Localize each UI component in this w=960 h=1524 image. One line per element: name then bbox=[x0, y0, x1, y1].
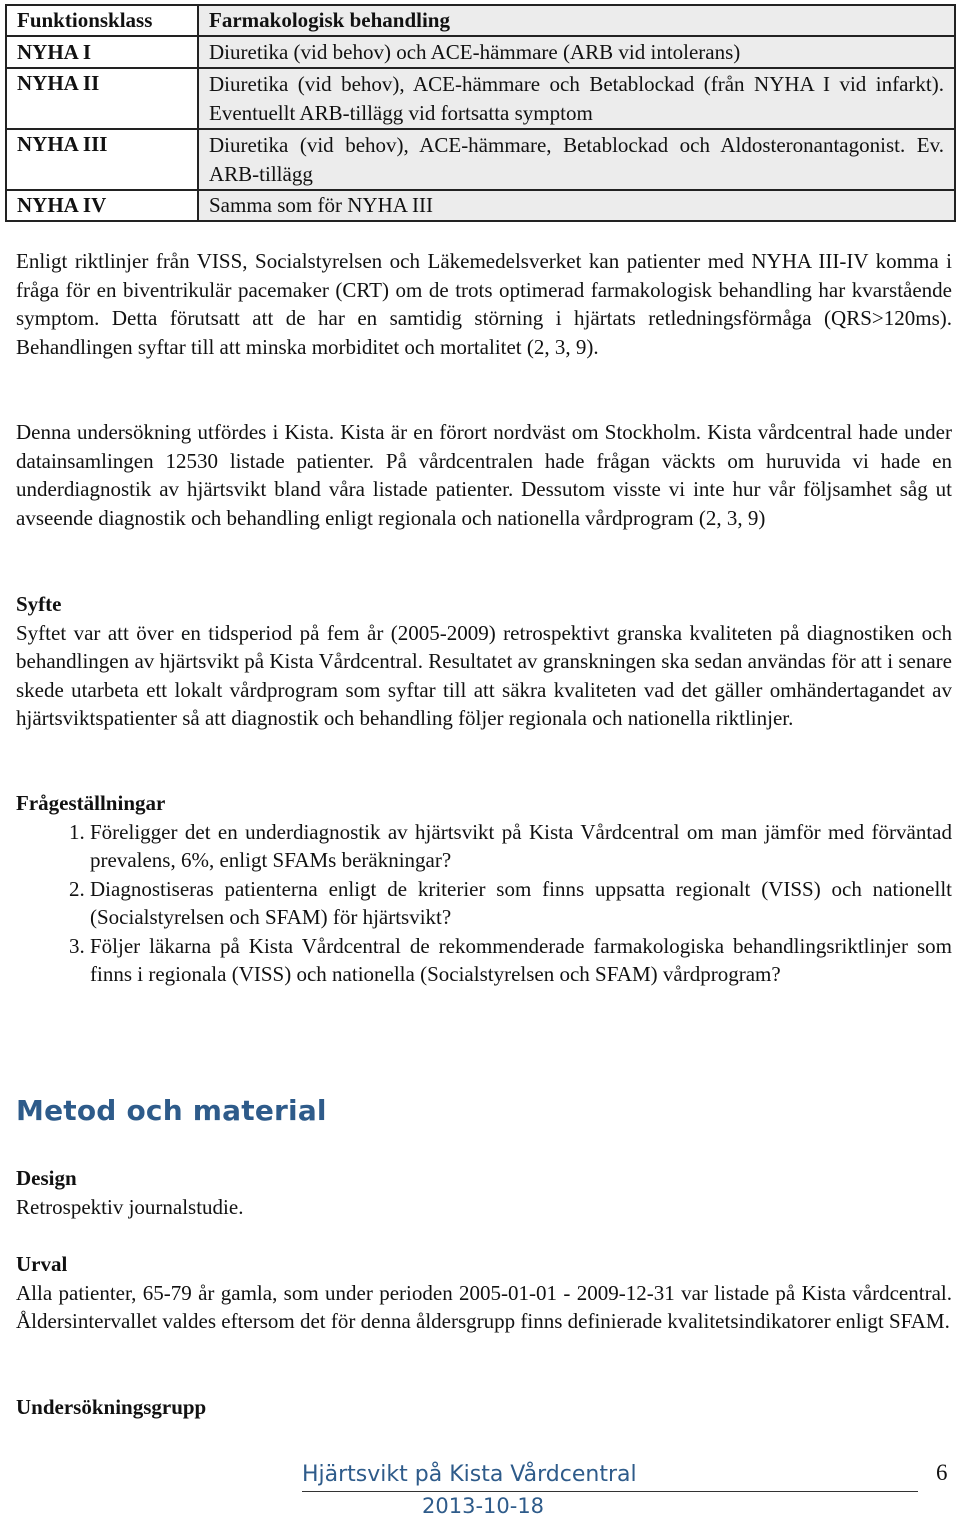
footer-divider bbox=[302, 1491, 918, 1492]
urval-text: Alla patienter, 65-79 år gamla, som under perioden 2005-01-01 - 2009-12-31 var listade på Kista vårdcentral. Åldersintervallet valdes eftersom det för denna åldersgrupp finns definierade kvalitetsindikatorer enligt SFAM. bbox=[16, 1280, 952, 1333]
table-cell-treatment: Diuretika (vid behov), ACE-hämmare, Betablockad och Aldosteronantagonist. Ev. ARB-tillägg bbox=[198, 129, 955, 190]
table-row bbox=[6, 190, 955, 221]
table-cell-class: NYHA IV bbox=[6, 190, 198, 221]
table-header-row bbox=[6, 5, 955, 36]
list-item: 1. Föreligger det en underdiagnostik av hjärtsvikt på Kista Vårdcentral om man jämför med förväntad prevalens, 6%, enligt SFAMs beräkningar? bbox=[90, 818, 952, 875]
syfte-heading: Syfte bbox=[16, 592, 62, 616]
section-syfte bbox=[16, 590, 952, 733]
table-cell-treatment: Diuretika (vid behov) och ACE-hämmare (ARB vid intolerans) bbox=[198, 36, 955, 68]
list-item: 2. Diagnostiseras patienterna enligt de kriterier som finns uppsatta regionalt (VISS) och nationellt (Socialstyrelsen och SFAM) för hjärtsvikt? bbox=[90, 875, 952, 932]
list-item: 3. Följer läkarna på Kista Vårdcentral de rekommenderade farmakologiska behandlingsriktlinjer som finns i regionala (VISS) och nationella (Socialstyrelsen och SFAM) vårdprogram? bbox=[90, 932, 952, 989]
design-heading: Design bbox=[16, 1166, 77, 1190]
paragraph-kista bbox=[16, 418, 952, 532]
table-row bbox=[6, 129, 955, 190]
chapter-heading: Metod och material bbox=[16, 1094, 327, 1127]
undersokningsgrupp-heading: Undersökningsgrupp bbox=[16, 1395, 207, 1419]
table-cell-class: NYHA II bbox=[6, 68, 198, 129]
design-text: Retrospektiv journalstudie. bbox=[16, 1194, 244, 1219]
section-urval bbox=[16, 1250, 952, 1336]
paragraph-crt bbox=[16, 247, 952, 361]
table-row bbox=[6, 68, 955, 129]
header-cell-class: Funktionsklass bbox=[6, 5, 198, 36]
page-number: 6 bbox=[936, 1460, 948, 1485]
footer-title: Hjärtsvikt på Kista Vårdcentral bbox=[302, 1462, 637, 1487]
table-row bbox=[6, 36, 955, 68]
section-fragestallningar bbox=[16, 789, 952, 989]
table-cell-class: NYHA III bbox=[6, 129, 198, 190]
table-cell-treatment: Samma som för NYHA III bbox=[198, 190, 955, 221]
urval-heading: Urval bbox=[16, 1252, 68, 1276]
footer-date: 2013-10-18 bbox=[422, 1494, 545, 1518]
syfte-text: Syftet var att över en tidsperiod på fem år (2005-2009) retrospektivt granska kvaliteten på diagnostiken och behandlingen av hjärtsvikt på Kista Vårdcentral. Resultatet av granskningen ska sedan användas för att i senare skede utarbeta ett lokalt vårdprogram som syftar till att säkra kvaliteten vad det gäller omhändertagandet av hjärtsviktspatienter så att diagnostik och behandling följer regionala och nationella riktlinjer. bbox=[16, 620, 952, 730]
paragraph-text: Enligt riktlinjer från VISS, Socialstyrelsen och Läkemedelsverket kan patienter med NYHA III-IV komma i fråga för en biventrikulär pacemaker (CRT) om de trots optimerad farmakologisk behandling har kvarstående symptom. Detta förutsatt att de har en samtidig störning i hjärtats retledningsförmåga (QRS>120ms). Behandlingen syftar till att minska morbiditet och mortalitet (2, 3, 9). bbox=[16, 249, 952, 359]
table-cell-class: NYHA I bbox=[6, 36, 198, 68]
header-cell-treatment: Farmakologisk behandling bbox=[198, 5, 955, 36]
questions-heading: Frågeställningar bbox=[16, 791, 166, 815]
table-cell-treatment: Diuretika (vid behov), ACE-hämmare och Betablockad (från NYHA I vid infarkt). Eventuellt ARB-tillägg vid fortsatta symptom bbox=[198, 68, 955, 129]
paragraph-text: Denna undersökning utfördes i Kista. Kista är en förort nordväst om Stockholm. Kista vårdcentral hade under datainsamlingen 12530 listade patienter. På vårdcentralen hade frågan väckts om huruvida vi hade en underdiagnostik av hjärtsvikt bland våra listade patienter. Dessutom visste vi inte hur vår följsamhet såg ut avseende diagnostik och behandling enligt regionala och nationella vårdprogram (2, 3, 9) bbox=[16, 420, 952, 530]
section-design bbox=[16, 1164, 952, 1221]
questions-list bbox=[16, 818, 952, 989]
section-undersokningsgrupp bbox=[16, 1393, 952, 1422]
nyha-treatment-table bbox=[5, 4, 956, 222]
